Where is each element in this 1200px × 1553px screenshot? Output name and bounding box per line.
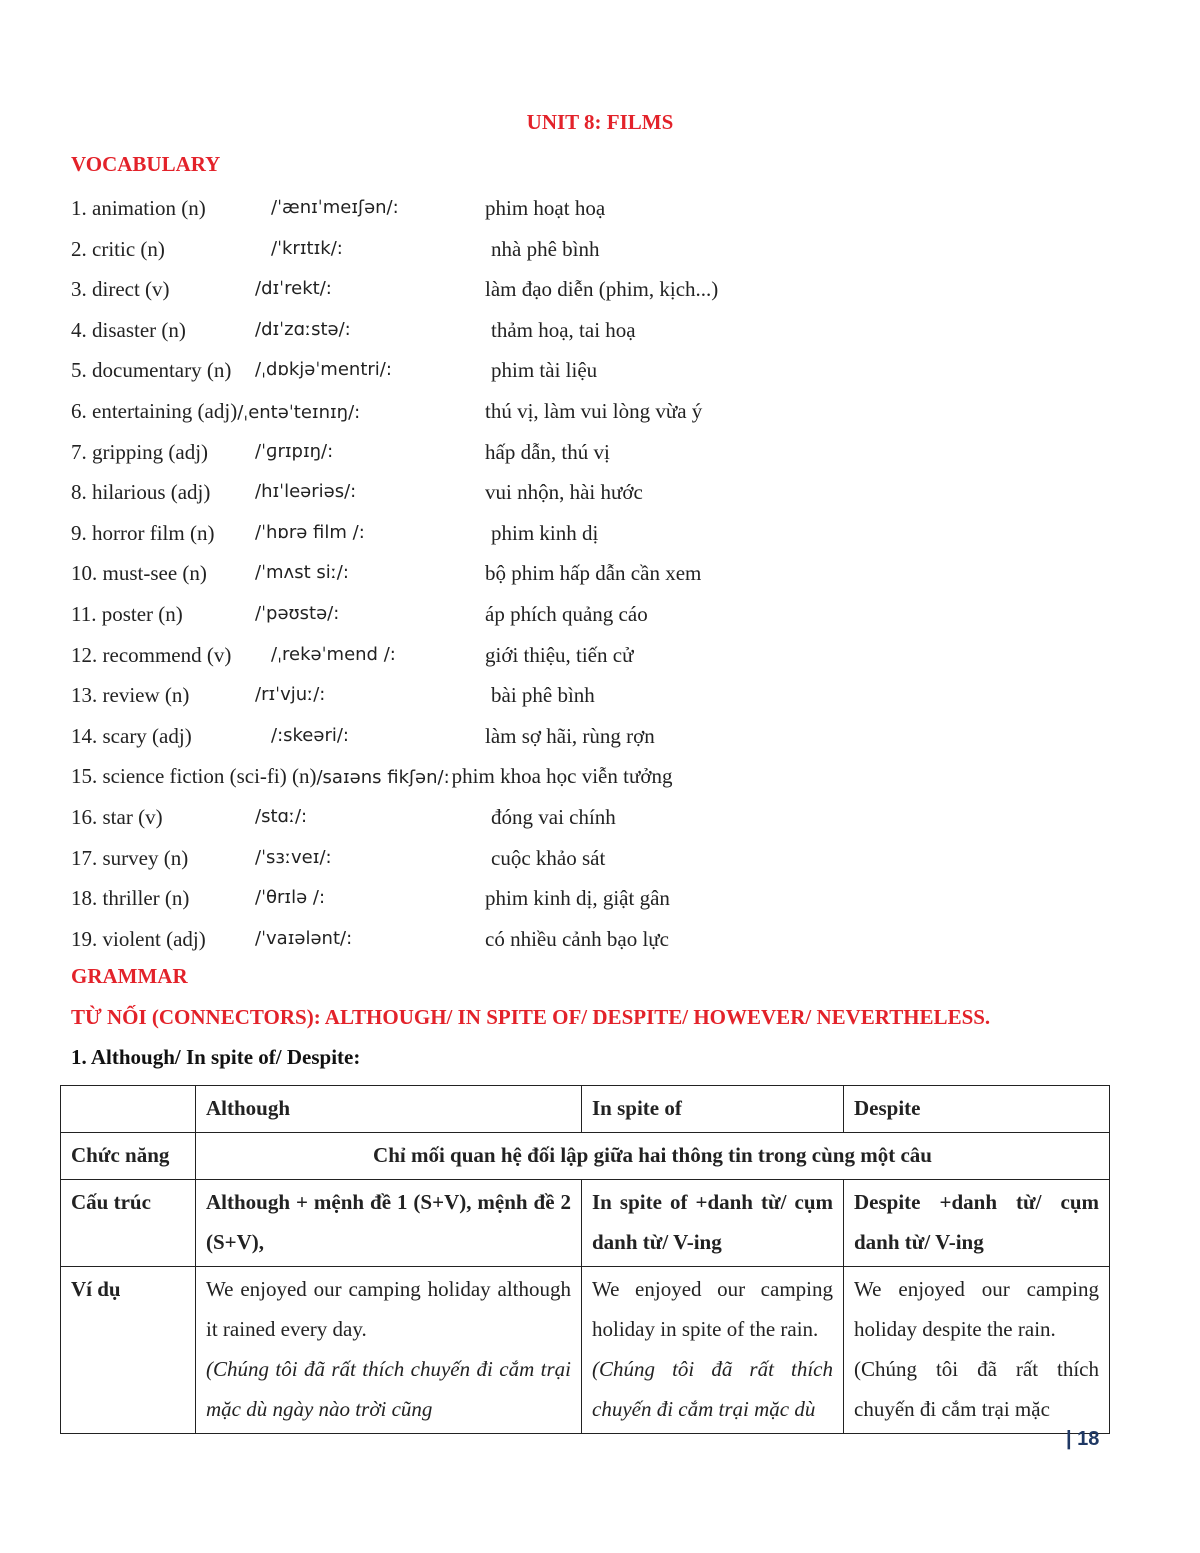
vocab-meaning: có nhiều cảnh bạo lực — [485, 926, 669, 951]
example-english: We enjoyed our camping holiday although it rained every day. — [206, 1277, 571, 1341]
vocab-item — [71, 840, 1121, 881]
vocab-term: 5. documentary (n) — [71, 358, 232, 383]
page-title: UNIT 8: FILMS — [526, 110, 674, 134]
vocab-term: 17. survey (n) — [71, 845, 189, 870]
table-row-function — [61, 1133, 1110, 1180]
vocab-meaning: bài phê bình — [491, 683, 595, 708]
example-vietnamese: (Chúng tôi đã rất thích chuyến đi cắm trại mặc dù — [592, 1357, 833, 1421]
vocab-meaning: nhà phê bình — [491, 236, 600, 261]
grammar-heading: GRAMMAR — [71, 964, 188, 988]
vocab-item — [71, 352, 1121, 393]
page-number: | 18 — [1066, 1428, 1100, 1450]
vocab-item — [71, 880, 1121, 921]
table-header-cell: In spite of — [582, 1086, 844, 1133]
row-label: Ví dụ — [61, 1267, 196, 1434]
grammar-table — [60, 1085, 1110, 1434]
vocab-item — [71, 393, 1121, 434]
vocab-item — [71, 555, 1121, 596]
vocab-ipa: /rɪˈvjuː/: — [255, 684, 326, 706]
vocab-term: 16. star (v) — [71, 804, 163, 829]
vocab-meaning: làm sợ hãi, rùng rợn — [485, 723, 655, 748]
example-vietnamese: (Chúng tôi đã rất thích chuyến đi cắm trại mặc dù ngày nào trời cũng — [206, 1357, 571, 1421]
vocab-item — [71, 799, 1121, 840]
vocab-ipa: /ˈhɒrə film /: — [255, 521, 365, 543]
vocab-ipa: /ˈsɜːveɪ/: — [255, 846, 332, 868]
vocab-term: 4. disaster (n) — [71, 317, 186, 342]
structure-cell: In spite of +danh từ/ cụm danh từ/ V-ing — [582, 1180, 844, 1267]
vocab-ipa: /stɑː/: — [255, 805, 308, 827]
function-cell: Chỉ mối quan hệ đối lập giữa hai thông tin trong cùng một câu — [196, 1133, 1110, 1180]
vocab-meaning: phim tài liệu — [491, 358, 598, 383]
vocab-ipa: /ˈpəʊstə/: — [255, 602, 340, 624]
vocab-ipa: /ˈvaɪələnt/: — [255, 927, 353, 949]
vocab-meaning: bộ phim hấp dẫn cần xem — [485, 561, 702, 586]
example-cell — [582, 1267, 844, 1434]
vocab-item — [71, 637, 1121, 678]
table-header-cell — [61, 1086, 196, 1133]
vocab-item — [71, 271, 1121, 312]
vocab-term: 15. science fiction (sci-fi) (n) — [71, 764, 317, 789]
vocab-item — [71, 474, 1121, 515]
vocab-item — [71, 758, 1121, 799]
vocab-term: 10. must-see (n) — [71, 561, 207, 586]
vocab-term: 1. animation (n) — [71, 196, 206, 220]
vocab-ipa: /ˈænɪˈmeɪʃən/: — [271, 197, 399, 218]
vocab-item — [71, 190, 1121, 231]
vocab-ipa: /saɪəns fikʃən/: — [316, 767, 450, 789]
vocab-meaning: thảm hoạ, tai hoạ — [491, 317, 636, 342]
vocab-ipa: /ˈkrɪtɪk/: — [271, 237, 343, 259]
vocabulary-heading: VOCABULARY — [71, 152, 221, 176]
vocab-term: 14. scary (adj) — [71, 723, 192, 748]
vocab-term: 2. critic (n) — [71, 236, 165, 261]
example-cell — [196, 1267, 582, 1434]
vocab-term: 6. entertaining (adj) — [71, 398, 238, 423]
table-row-structure — [61, 1180, 1110, 1267]
structure-cell: Although + mệnh đề 1 (S+V), mệnh đề 2 (S+V), — [196, 1180, 582, 1267]
table-header-cell: Although — [196, 1086, 582, 1133]
vocab-item — [71, 515, 1121, 556]
vocab-term: 3. direct (v) — [71, 277, 170, 302]
vocab-ipa: /ˈθrɪlə /: — [255, 887, 326, 909]
example-english: We enjoyed our camping holiday in spite of the rain. — [592, 1277, 833, 1341]
vocab-ipa: /ˈɡrɪpɪŋ/: — [255, 440, 334, 462]
vocab-meaning: vui nhộn, hài hước — [485, 480, 643, 505]
vocab-meaning: thú vị, làm vui lòng vừa ý — [485, 398, 703, 423]
vocab-item — [71, 921, 1121, 962]
row-label: Cấu trúc — [61, 1180, 196, 1267]
vocab-item — [71, 312, 1121, 353]
vocab-term: 18. thriller (n) — [71, 886, 190, 911]
vocab-term: 8. hilarious (adj) — [71, 480, 211, 505]
vocab-ipa: /ˌentəˈteɪnɪŋ/: — [237, 401, 361, 423]
example-cell — [844, 1267, 1110, 1434]
vocab-meaning: phim hoạt hoạ — [485, 196, 606, 220]
vocab-meaning: hấp dẫn, thú vị — [485, 439, 610, 464]
vocab-ipa: /ˌdɒkjəˈmentri/: — [255, 359, 392, 381]
vocab-ipa: /hɪˈleəriəs/: — [255, 481, 357, 503]
vocab-item — [71, 434, 1121, 475]
connectors-heading: TỪ NỐI (CONNECTORS): ALTHOUGH/ IN SPITE OF/ DESPITE/ HOWEVER/ NEVERTHELESS. — [71, 1005, 991, 1029]
vocab-ipa: /:skeəri/: — [271, 724, 349, 746]
vocab-term: 7. gripping (adj) — [71, 439, 209, 464]
vocab-meaning: cuộc khảo sát — [491, 845, 606, 870]
vocab-item — [71, 231, 1121, 272]
structure-cell: Despite +danh từ/ cụm danh từ/ V-ing — [844, 1180, 1110, 1267]
vocab-meaning: làm đạo diễn (phim, kịch...) — [485, 277, 719, 302]
vocab-ipa: /ˌrekəˈmend /: — [271, 643, 396, 665]
row-label: Chức năng — [61, 1133, 196, 1180]
vocab-term: 12. recommend (v) — [71, 642, 232, 667]
vocab-term: 19. violent (adj) — [71, 926, 206, 951]
vocab-meaning: phim kinh dị, giật gân — [485, 886, 670, 911]
example-english: We enjoyed our camping holiday despite the rain. — [854, 1277, 1099, 1341]
vocab-ipa: /dɪˈrekt/: — [255, 278, 332, 300]
vocab-item — [71, 718, 1121, 759]
vocab-meaning: phim kinh dị — [491, 520, 599, 545]
vocab-term: 9. horror film (n) — [71, 520, 215, 545]
vocab-term: 13. review (n) — [71, 683, 190, 708]
vocab-ipa: /dɪˈzɑːstə/: — [255, 318, 351, 340]
vocab-meaning: đóng vai chính — [491, 804, 616, 829]
example-vietnamese: (Chúng tôi đã rất thích chuyến đi cắm trại mặc — [854, 1357, 1099, 1421]
vocab-ipa: /ˈmʌst siː/: — [255, 562, 349, 584]
vocab-item — [71, 596, 1121, 637]
vocabulary-list — [71, 190, 1121, 961]
vocab-meaning: giới thiệu, tiến cử — [485, 642, 634, 667]
table-header-row — [61, 1086, 1110, 1133]
vocab-item — [71, 677, 1121, 718]
table-header-cell: Despite — [844, 1086, 1110, 1133]
vocab-meaning: áp phích quảng cáo — [485, 601, 648, 626]
table-row-example — [61, 1267, 1110, 1434]
section-1-heading: 1. Although/ In spite of/ Despite: — [71, 1045, 361, 1069]
vocab-meaning: phim khoa học viễn tưởng — [451, 764, 673, 789]
vocab-term: 11. poster (n) — [71, 601, 183, 626]
